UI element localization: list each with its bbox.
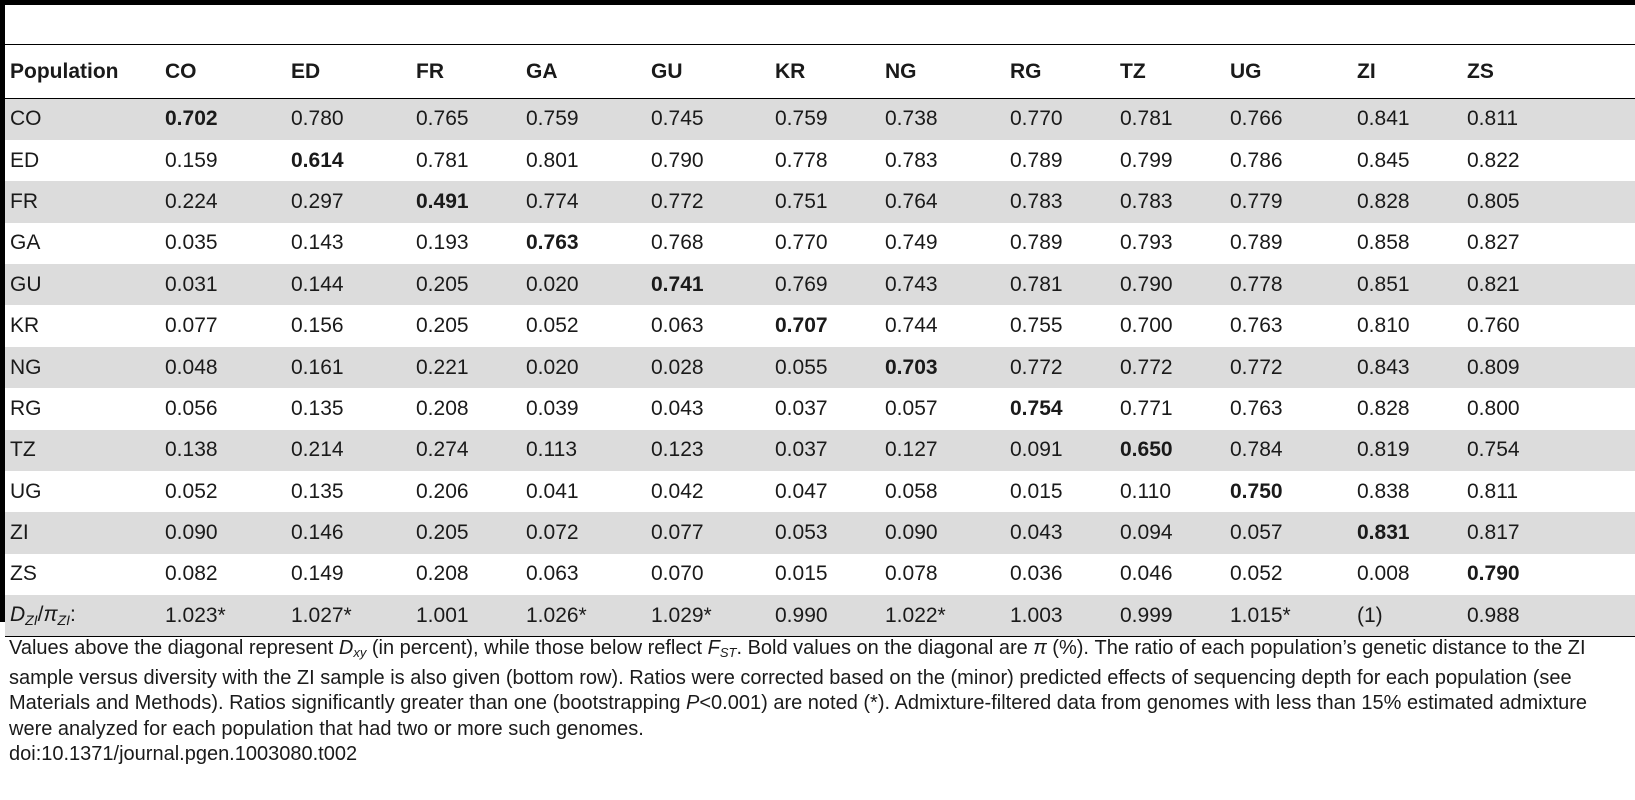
table-cell: 0.135 bbox=[291, 396, 344, 420]
table-cell: 0.790 bbox=[1120, 272, 1173, 296]
table-cell: 0.817 bbox=[1467, 521, 1520, 545]
table-cell: 0.821 bbox=[1467, 272, 1520, 296]
table-cell: 0.149 bbox=[291, 562, 344, 586]
table-cell: 0.827 bbox=[1467, 231, 1520, 255]
ratio-label-pi: π bbox=[43, 603, 58, 627]
table-cell: 0.738 bbox=[885, 107, 938, 131]
diagonal-cell: 0.831 bbox=[1357, 521, 1410, 545]
table-cell: 0.063 bbox=[526, 562, 579, 586]
table-cell: 0.789 bbox=[1010, 148, 1063, 172]
row-label: ZI bbox=[10, 521, 29, 545]
table-cell: 0.759 bbox=[526, 107, 579, 131]
table-header bbox=[5, 45, 1635, 99]
table-cell: 0.793 bbox=[1120, 231, 1173, 255]
table-cell: 0.078 bbox=[885, 562, 938, 586]
table-cell: 0.206 bbox=[416, 479, 469, 503]
ratio-cell: 1.027* bbox=[291, 603, 352, 627]
table-cell: 0.113 bbox=[526, 438, 577, 462]
table-cell: 0.031 bbox=[165, 272, 218, 296]
header-gu: GU bbox=[651, 59, 683, 83]
table-cell: 0.053 bbox=[775, 521, 828, 545]
table-cell: 0.028 bbox=[651, 355, 704, 379]
table-cell: 0.043 bbox=[1010, 521, 1063, 545]
row-label: KR bbox=[10, 314, 40, 338]
table-cell: 0.771 bbox=[1120, 396, 1173, 420]
table-cell: 0.754 bbox=[1467, 438, 1520, 462]
header-rg: RG bbox=[1010, 59, 1042, 83]
table-cell: 0.144 bbox=[291, 272, 344, 296]
table-cell: 0.772 bbox=[1120, 355, 1173, 379]
diagonal-cell: 0.702 bbox=[165, 107, 218, 131]
table-cell: 0.123 bbox=[651, 438, 704, 462]
header-zi: ZI bbox=[1357, 59, 1376, 83]
table-cell: 0.781 bbox=[1010, 272, 1063, 296]
ratio-row-label bbox=[5, 595, 160, 636]
table-cell: 0.783 bbox=[885, 148, 938, 172]
table-cell: 0.052 bbox=[165, 479, 218, 503]
ratio-label-slash: / bbox=[37, 603, 44, 627]
caption-part: (%). The ratio of each population’s genetic distance to the ZI sample versus diversity with the ZI sample is also given (bottom row). Ratios were corrected based on the (minor) predicted effects of sequencing depth for each population (see Materials and Methods). Ratios significantly greater than one (bootstrapping bbox=[9, 637, 1586, 714]
ratio-cell: 1.022* bbox=[885, 603, 946, 627]
table-cell: 0.090 bbox=[165, 521, 218, 545]
caption-pi: π bbox=[1033, 637, 1047, 659]
row-label: TZ bbox=[10, 438, 36, 462]
row-label: RG bbox=[10, 396, 42, 420]
table-cell: 0.801 bbox=[526, 148, 579, 172]
table-cell: 0.035 bbox=[165, 231, 218, 255]
table-cell: 0.843 bbox=[1357, 355, 1410, 379]
table-cell: 0.077 bbox=[651, 521, 704, 545]
table-cell: 0.765 bbox=[416, 107, 469, 131]
table-cell: 0.037 bbox=[775, 438, 828, 462]
header-ga: GA bbox=[526, 59, 558, 83]
table-cell: 0.781 bbox=[416, 148, 469, 172]
table-cell: 0.020 bbox=[526, 355, 579, 379]
table-cell: 0.058 bbox=[885, 479, 938, 503]
caption-text bbox=[9, 636, 1635, 742]
header-kr: KR bbox=[775, 59, 806, 83]
table-cell: 0.770 bbox=[1010, 107, 1063, 131]
caption-part: . Bold values on the diagonal are bbox=[736, 637, 1034, 659]
table-cell: 0.700 bbox=[1120, 314, 1173, 338]
caption-part: Values above the diagonal represent bbox=[9, 637, 339, 659]
table-cell: 0.274 bbox=[416, 438, 469, 462]
data-table-container bbox=[5, 44, 1635, 637]
table-cell: 0.055 bbox=[775, 355, 828, 379]
data-table bbox=[5, 44, 1635, 637]
table-cell: 0.048 bbox=[165, 355, 218, 379]
table-cell: 0.783 bbox=[1010, 189, 1063, 213]
table-cell: 0.037 bbox=[775, 396, 828, 420]
header-ng: NG bbox=[885, 59, 917, 83]
table-cell: 0.783 bbox=[1120, 189, 1173, 213]
table-cell: 0.779 bbox=[1230, 189, 1283, 213]
table-cell: 0.052 bbox=[1230, 562, 1283, 586]
table-cell: 0.811 bbox=[1467, 479, 1518, 503]
diagonal-cell: 0.741 bbox=[651, 272, 704, 296]
table-cell: 0.828 bbox=[1357, 189, 1410, 213]
table-cell: 0.057 bbox=[1230, 521, 1283, 545]
table-cell: 0.214 bbox=[291, 438, 344, 462]
table-cell: 0.751 bbox=[775, 189, 828, 213]
top-rule bbox=[0, 0, 1635, 5]
table-cell: 0.811 bbox=[1467, 107, 1518, 131]
table-cell: 0.146 bbox=[291, 521, 344, 545]
table-cell: 0.135 bbox=[291, 479, 344, 503]
ratio-label-pi-sub: ZI bbox=[57, 612, 70, 629]
header-fr: FR bbox=[416, 59, 444, 83]
ratio-cell: 1.001 bbox=[416, 603, 469, 627]
table-cell: 0.057 bbox=[885, 396, 938, 420]
table-cell: 0.809 bbox=[1467, 355, 1520, 379]
table-caption bbox=[9, 636, 1635, 768]
diagonal-cell: 0.703 bbox=[885, 355, 938, 379]
ratio-cell: 0.990 bbox=[775, 603, 828, 627]
diagonal-cell: 0.707 bbox=[775, 314, 828, 338]
table-row-zi bbox=[5, 512, 1635, 553]
row-label: ED bbox=[10, 148, 40, 172]
table-cell: 0.156 bbox=[291, 314, 344, 338]
row-label: ZS bbox=[10, 562, 37, 586]
ratio-cell: 1.023* bbox=[165, 603, 226, 627]
caption-doi: doi:10.1371/journal.pgen.1003080.t002 bbox=[9, 743, 358, 765]
table-cell: 0.838 bbox=[1357, 479, 1410, 503]
table-cell: 0.077 bbox=[165, 314, 218, 338]
table-cell: 0.138 bbox=[165, 438, 218, 462]
table-cell: 0.822 bbox=[1467, 148, 1520, 172]
table-cell: 0.224 bbox=[165, 189, 218, 213]
table-cell: 0.768 bbox=[651, 231, 704, 255]
table-cell: 0.193 bbox=[416, 231, 469, 255]
header-tz: TZ bbox=[1120, 59, 1146, 83]
table-cell: 0.221 bbox=[416, 355, 469, 379]
table-cell: 0.056 bbox=[165, 396, 218, 420]
ratio-label-d: D bbox=[10, 603, 26, 627]
table-cell: 0.036 bbox=[1010, 562, 1063, 586]
table-cell: 0.082 bbox=[165, 562, 218, 586]
table-cell: 0.763 bbox=[1230, 314, 1283, 338]
caption-part: <0.001) are noted (*). Admixture-filtered data from genomes with less than 15% estimated admixture were analyzed for each population that had two or more such genomes. bbox=[9, 692, 1588, 740]
header-zs: ZS bbox=[1467, 59, 1494, 83]
ratio-cell: 0.999 bbox=[1120, 603, 1173, 627]
header-co: CO bbox=[165, 59, 197, 83]
table-cell: 0.143 bbox=[291, 231, 344, 255]
table-cell: 0.072 bbox=[526, 521, 579, 545]
table-cell: 0.159 bbox=[165, 148, 218, 172]
table-cell: 0.052 bbox=[526, 314, 579, 338]
diagonal-cell: 0.650 bbox=[1120, 438, 1173, 462]
table-cell: 0.789 bbox=[1010, 231, 1063, 255]
ratio-cell: 1.003 bbox=[1010, 603, 1063, 627]
table-cell: 0.805 bbox=[1467, 189, 1520, 213]
table-cell: 0.297 bbox=[291, 189, 344, 213]
table-cell: 0.778 bbox=[1230, 272, 1283, 296]
table-cell: 0.786 bbox=[1230, 148, 1283, 172]
table-row-tz bbox=[5, 430, 1635, 471]
table-cell: 0.778 bbox=[775, 148, 828, 172]
diagonal-cell: 0.754 bbox=[1010, 396, 1063, 420]
table-cell: 0.858 bbox=[1357, 231, 1410, 255]
table-cell: 0.749 bbox=[885, 231, 938, 255]
diagonal-cell: 0.790 bbox=[1467, 562, 1520, 586]
table-cell: 0.090 bbox=[885, 521, 938, 545]
table-cell: 0.745 bbox=[651, 107, 704, 131]
table-cell: 0.041 bbox=[526, 479, 579, 503]
table-cell: 0.208 bbox=[416, 396, 469, 420]
table-row-ng bbox=[5, 347, 1635, 388]
table-row-fr bbox=[5, 181, 1635, 222]
table-cell: 0.020 bbox=[526, 272, 579, 296]
table-cell: 0.046 bbox=[1120, 562, 1173, 586]
ratio-cell: 0.988 bbox=[1467, 603, 1520, 627]
caption-p: P bbox=[686, 692, 700, 714]
table-cell: 0.772 bbox=[1010, 355, 1063, 379]
table-cell: 0.110 bbox=[1120, 479, 1171, 503]
table-row-ed bbox=[5, 140, 1635, 181]
ratio-label-colon: : bbox=[70, 603, 76, 627]
table-cell: 0.851 bbox=[1357, 272, 1410, 296]
table-cell: 0.205 bbox=[416, 272, 469, 296]
header-ug: UG bbox=[1230, 59, 1262, 83]
diagonal-cell: 0.614 bbox=[291, 148, 344, 172]
table-row-rg bbox=[5, 388, 1635, 429]
table-cell: 0.063 bbox=[651, 314, 704, 338]
row-label: GA bbox=[10, 231, 41, 255]
row-label: UG bbox=[10, 479, 42, 503]
table-row-co bbox=[5, 99, 1635, 140]
table-cell: 0.091 bbox=[1010, 438, 1063, 462]
table-cell: 0.008 bbox=[1357, 562, 1410, 586]
table-cell: 0.841 bbox=[1357, 107, 1410, 131]
table-cell: 0.015 bbox=[1010, 479, 1063, 503]
header-population: Population bbox=[10, 59, 119, 83]
table-cell: 0.766 bbox=[1230, 107, 1283, 131]
table-cell: 0.094 bbox=[1120, 521, 1173, 545]
caption-part: (in percent), while those below reflect bbox=[366, 637, 708, 659]
table-cell: 0.205 bbox=[416, 521, 469, 545]
table-row-ug bbox=[5, 471, 1635, 512]
table-cell: 0.772 bbox=[1230, 355, 1283, 379]
caption-dxy-sub: xy bbox=[353, 645, 367, 660]
table-cell: 0.764 bbox=[885, 189, 938, 213]
table-cell: 0.800 bbox=[1467, 396, 1520, 420]
table-cell: 0.070 bbox=[651, 562, 704, 586]
table-cell: 0.744 bbox=[885, 314, 938, 338]
table-cell: 0.043 bbox=[651, 396, 704, 420]
table-cell: 0.789 bbox=[1230, 231, 1283, 255]
table-cell: 0.743 bbox=[885, 272, 938, 296]
table-cell: 0.208 bbox=[416, 562, 469, 586]
table-body bbox=[5, 99, 1635, 637]
ratio-cell: 1.015* bbox=[1230, 603, 1291, 627]
table-cell: 0.760 bbox=[1467, 314, 1520, 338]
table-cell: 0.127 bbox=[885, 438, 938, 462]
table-cell: 0.770 bbox=[775, 231, 828, 255]
row-label: CO bbox=[10, 107, 42, 131]
table-row-ga bbox=[5, 223, 1635, 264]
caption-fst-sub: ST bbox=[719, 645, 737, 660]
table-cell: 0.819 bbox=[1357, 438, 1410, 462]
table-cell: 0.769 bbox=[775, 272, 828, 296]
ratio-cell: (1) bbox=[1357, 603, 1383, 627]
table-cell: 0.042 bbox=[651, 479, 704, 503]
table-cell: 0.759 bbox=[775, 107, 828, 131]
table-cell: 0.781 bbox=[1120, 107, 1173, 131]
row-label: FR bbox=[10, 189, 38, 213]
table-row-gu bbox=[5, 264, 1635, 305]
table-cell: 0.755 bbox=[1010, 314, 1063, 338]
ratio-row bbox=[5, 595, 1635, 636]
ratio-cell: 1.026* bbox=[526, 603, 587, 627]
diagonal-cell: 0.763 bbox=[526, 231, 579, 255]
table-cell: 0.780 bbox=[291, 107, 344, 131]
table-row-kr bbox=[5, 305, 1635, 346]
table-cell: 0.763 bbox=[1230, 396, 1283, 420]
diagonal-cell: 0.750 bbox=[1230, 479, 1283, 503]
header-row bbox=[5, 45, 1635, 99]
table-cell: 0.790 bbox=[651, 148, 704, 172]
table-cell: 0.772 bbox=[651, 189, 704, 213]
table-cell: 0.828 bbox=[1357, 396, 1410, 420]
row-label: NG bbox=[10, 355, 42, 379]
row-label: GU bbox=[10, 272, 42, 296]
caption-fst: F bbox=[707, 637, 720, 659]
header-ed: ED bbox=[291, 59, 321, 83]
table-cell: 0.205 bbox=[416, 314, 469, 338]
caption-dxy: D bbox=[338, 637, 354, 659]
table-row-zs bbox=[5, 554, 1635, 595]
table-cell: 0.774 bbox=[526, 189, 579, 213]
table-cell: 0.799 bbox=[1120, 148, 1173, 172]
diagonal-cell: 0.491 bbox=[416, 189, 469, 213]
table-cell: 0.810 bbox=[1357, 314, 1410, 338]
table-cell: 0.047 bbox=[775, 479, 828, 503]
ratio-label-d-sub: ZI bbox=[25, 612, 38, 629]
table-cell: 0.784 bbox=[1230, 438, 1283, 462]
ratio-cell: 1.029* bbox=[651, 603, 712, 627]
table-cell: 0.845 bbox=[1357, 148, 1410, 172]
table-cell: 0.039 bbox=[526, 396, 579, 420]
table-cell: 0.161 bbox=[291, 355, 344, 379]
table-cell: 0.015 bbox=[775, 562, 828, 586]
